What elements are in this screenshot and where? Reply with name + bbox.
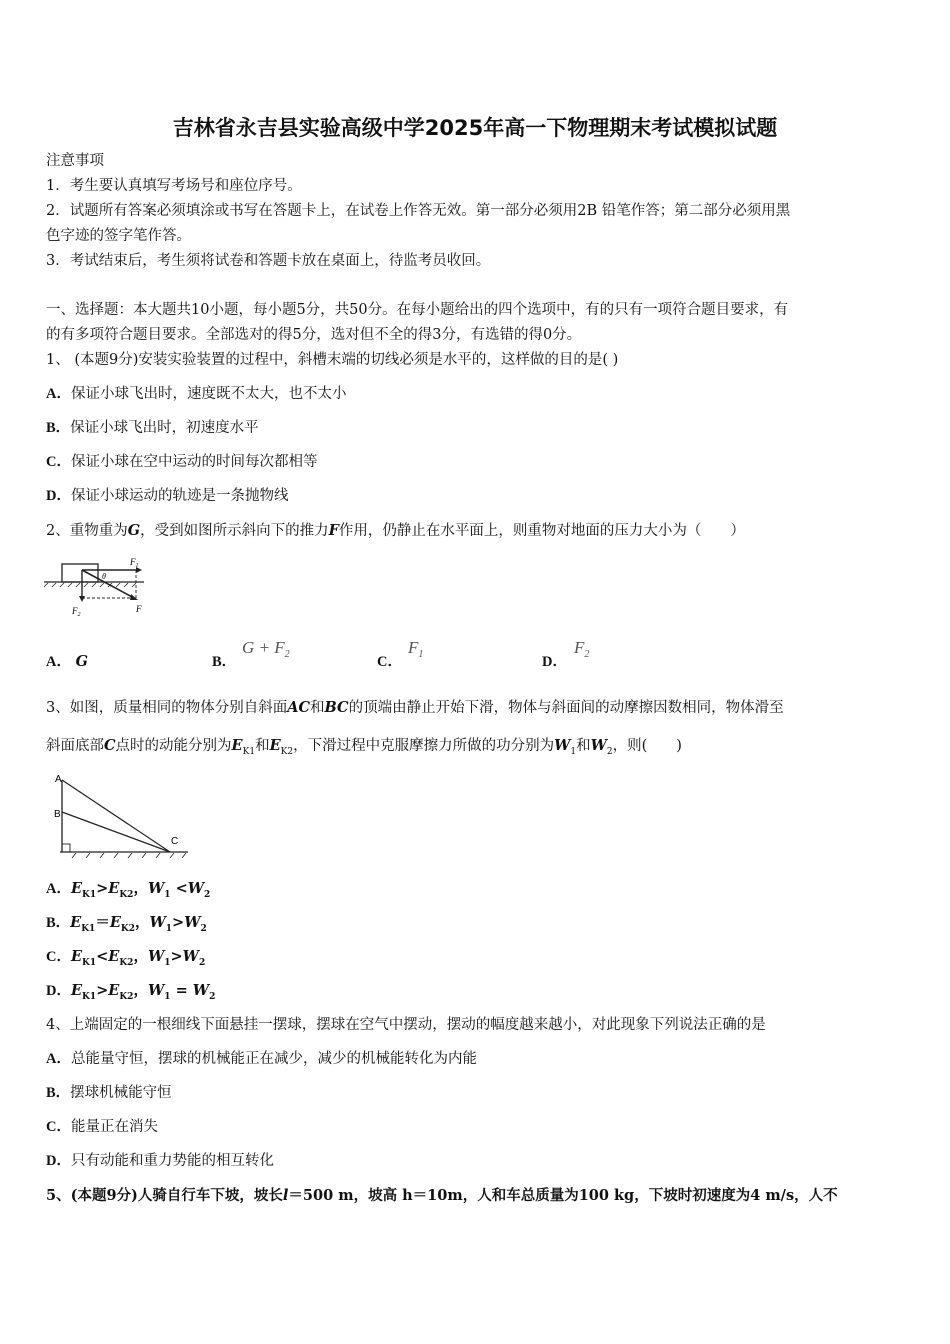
relation: < (96, 948, 109, 965)
symbol-w: W (149, 914, 166, 931)
subscript: 1 (164, 889, 171, 900)
q1-option-b (46, 418, 259, 438)
label-f1-main: F (130, 557, 136, 567)
q2-option-d (542, 652, 567, 672)
q1-option-c (46, 452, 317, 472)
q5-symbol-l: l (282, 1187, 289, 1204)
option-letter: A． (46, 654, 71, 670)
q3-stem-part: ，下滑过程中克服摩擦力所做的功分别为 (293, 738, 555, 754)
option-letter: D． (542, 654, 567, 670)
option-subscript: 2 (584, 648, 590, 660)
q4-option-b (46, 1083, 172, 1103)
q1-stem: 1、 (本题9分)安装实验装置的过程中，斜槽末端的切线必须是水平的，这样做的目的是( ) (46, 352, 619, 368)
q3-subscript: 2 (606, 746, 613, 757)
subscript: 1 (164, 957, 171, 968)
relation: > (170, 948, 183, 965)
notice-item: 3．考试结束后，考生须将试卷和答题卡放在桌面上，待监考员收回。 (46, 253, 491, 269)
q3-subscript: K2 (280, 746, 294, 757)
option-letter: A． (46, 386, 71, 402)
label-c: C (171, 836, 179, 847)
subscript: K1 (82, 889, 97, 900)
q1-option-a (46, 384, 346, 404)
q2-symbol-g: G (127, 522, 141, 539)
q3-symbol: E (231, 737, 243, 754)
option-letter: A． (46, 1051, 71, 1067)
subscript: 2 (200, 923, 207, 934)
relation: ＝ (95, 914, 110, 931)
q4-option-c (46, 1117, 158, 1137)
q3-stem-part: ，则( ) (612, 738, 682, 754)
subscript: K2 (119, 991, 134, 1002)
q2-option-d-formula (574, 638, 589, 665)
option-letter: C． (377, 654, 402, 670)
relation: = (170, 982, 193, 999)
symbol-e: E (70, 948, 83, 965)
q5-stem-part: 5、(本题9分)人骑自行车下坡，坡长 (46, 1187, 283, 1204)
option-text: F (574, 638, 585, 657)
relation: > (96, 880, 109, 897)
section-instructions: 一、选择题：本大题共10小题，每小题5分，共50分。在每小题给出的四个选项中，有的只有一项符合题目要求，有 (46, 302, 789, 318)
subscript: 1 (165, 923, 173, 934)
label-a: A (55, 774, 62, 785)
q3-symbol: AC (287, 699, 311, 716)
label-b: B (54, 809, 61, 820)
option-letter: B． (46, 915, 71, 931)
q2-stem-part: 2、重物重为 (46, 523, 128, 539)
q3-symbol: BC (324, 699, 349, 716)
q4-option-a (46, 1049, 477, 1069)
option-letter: D． (46, 488, 71, 504)
q3-stem-part: 和 (576, 738, 591, 754)
option-letter: D． (46, 1153, 71, 1169)
symbol-w: W (187, 880, 205, 897)
symbol-e: E (108, 982, 120, 999)
notice-item: 1．考生要认真填写考场号和座位序号。 (46, 178, 302, 194)
option-letter: A． (46, 881, 71, 897)
relation: > (172, 914, 185, 931)
q3-stem-part: 和 (310, 700, 325, 716)
q3-symbol: W (590, 737, 607, 754)
label-f2-main: F (72, 606, 78, 616)
q3-symbol: W (554, 737, 571, 754)
subscript: K1 (82, 991, 97, 1002)
q3-stem-part: 3、如图，质量相同的物体分别自斜面 (46, 700, 288, 716)
symbol-e: E (108, 948, 120, 965)
q3-option-d: D．$E_{K1}>E_{K2}$，$W_1 = W_2$ (46, 982, 216, 1002)
option-text: 能量正在消失 (70, 1119, 158, 1135)
option-letter: C． (46, 454, 71, 470)
symbol-w: W (147, 880, 165, 897)
q3-option-a: A．$E_{K1}>E_{K2}$，$W_1 <W_2$ (46, 880, 211, 900)
q2-option-b-formula (242, 638, 290, 665)
option-subscript: 1 (418, 648, 424, 660)
subscript: 2 (198, 957, 206, 968)
q2-option-c-formula (408, 638, 423, 665)
q3-stem-part: 点时的动能分别为 (115, 738, 232, 754)
q3-subscript: K1 (242, 746, 256, 757)
q2-force-diagram (44, 552, 154, 622)
symbol-e: E (109, 914, 121, 931)
q4-stem: 4、上端固定的一根细线下面悬挂一摆球，摆球在空气中摆动，摆动的幅度越来越小，对此现象下列说法正确的是 (46, 1017, 766, 1033)
q3-stem-line1 (46, 698, 784, 718)
symbol-e: E (70, 880, 83, 897)
option-text: G (75, 653, 88, 670)
notice-item: 色字迹的签字笔作答。 (46, 228, 191, 244)
symbol-w: W (184, 914, 201, 931)
q3-subscript: 1 (570, 746, 577, 757)
option-subscript: 2 (284, 648, 290, 660)
option-text: G + F (242, 638, 285, 657)
label-theta: θ (102, 572, 106, 581)
option-text: 保证小球飞出时，速度既不太大，也不太小 (70, 386, 347, 402)
relation: > (96, 982, 109, 999)
q3-stem-part: 的顶端由静止开始下滑，物体与斜面间的动摩擦因数相同，物体滑至 (348, 700, 784, 716)
q3-option-c: C．$E_{K1}<E_{K2}$，$W_1>W_2$ (46, 948, 206, 968)
symbol-w: W (147, 982, 165, 999)
q2-option-a (46, 652, 88, 672)
symbol-e: E (70, 982, 83, 999)
option-letter: C． (46, 949, 71, 965)
q3-symbol: E (269, 737, 281, 754)
q3-incline-diagram (50, 770, 195, 862)
subscript: 2 (209, 991, 216, 1002)
label-f2 (71, 606, 81, 618)
label-f2-sub: 2 (77, 612, 81, 618)
q5-stem-part: ＝500 m，坡高 h＝10m，人和车总质量为100 kg，下坡时初速度为4 m/s，人不 (288, 1187, 838, 1204)
subscript: K1 (82, 957, 97, 968)
q2-stem (46, 521, 745, 541)
subscript: K2 (120, 923, 135, 934)
subscript: 1 (164, 991, 171, 1002)
notice-item: 2．试题所有答案必须填涂或书写在答题卡上，在试卷上作答无效。第一部分必须用2B 铅笔作答；第二部分必须用黑 (46, 203, 791, 219)
q2-symbol-f: F (328, 522, 339, 539)
option-text: 只有动能和重力势能的相互转化 (70, 1153, 274, 1169)
option-text: 保证小球飞出时，初速度水平 (70, 420, 259, 436)
symbol-w: W (192, 982, 210, 999)
q3-symbol: C (104, 737, 116, 754)
symbol-e: E (108, 880, 120, 897)
subscript: K2 (119, 957, 134, 968)
symbol-e: E (70, 914, 82, 931)
option-text: 总能量守恒，摆球的机械能正在减少，减少的机械能转化为内能 (70, 1051, 477, 1067)
q5-stem (46, 1186, 838, 1206)
relation: < (170, 880, 188, 897)
q3-stem-line2 (46, 736, 682, 762)
option-letter: B． (46, 1085, 71, 1101)
option-text: 摆球机械能守恒 (70, 1085, 172, 1101)
option-text: F (408, 638, 419, 657)
section-instructions: 的有多项符合题目要求。全部选对的得5分，选对但不全的得3分，有选错的得0分。 (46, 327, 582, 343)
label-f1 (129, 557, 139, 569)
q2-option-b (212, 652, 236, 672)
subscript: K2 (119, 889, 134, 900)
option-letter: B． (46, 420, 71, 436)
subscript: 2 (204, 889, 211, 900)
q4-option-d (46, 1151, 274, 1171)
q3-stem-part: 和 (255, 738, 270, 754)
q2-option-c (377, 652, 402, 672)
option-letter: D． (46, 983, 71, 999)
option-letter: B． (212, 654, 237, 670)
symbol-w: W (147, 948, 165, 965)
q1-option-d (46, 486, 288, 506)
q3-option-b: B．$E_{K1}=E_{K2}$，$W_1>W_2$ (46, 914, 207, 934)
q2-stem-part: 作用，仍静止在水平面上，则重物对地面的压力大小为（ ） (338, 523, 745, 539)
page-title: 吉林省永吉县实验高级中学2025年高一下物理期末考试模拟试题 (172, 116, 778, 140)
symbol-w: W (182, 948, 199, 965)
q3-stem-part: 斜面底部 (46, 738, 104, 754)
option-text: 保证小球在空中运动的时间每次都相等 (70, 454, 318, 470)
label-f1-sub: 1 (135, 563, 139, 569)
option-letter: C． (46, 1119, 71, 1135)
q2-stem-part: ，受到如图所示斜向下的推力 (140, 523, 329, 539)
notice-heading: 注意事项 (46, 153, 104, 169)
label-f: F (136, 604, 142, 614)
subscript: K1 (81, 923, 96, 934)
option-text: 保证小球运动的轨迹是一条抛物线 (70, 488, 289, 504)
